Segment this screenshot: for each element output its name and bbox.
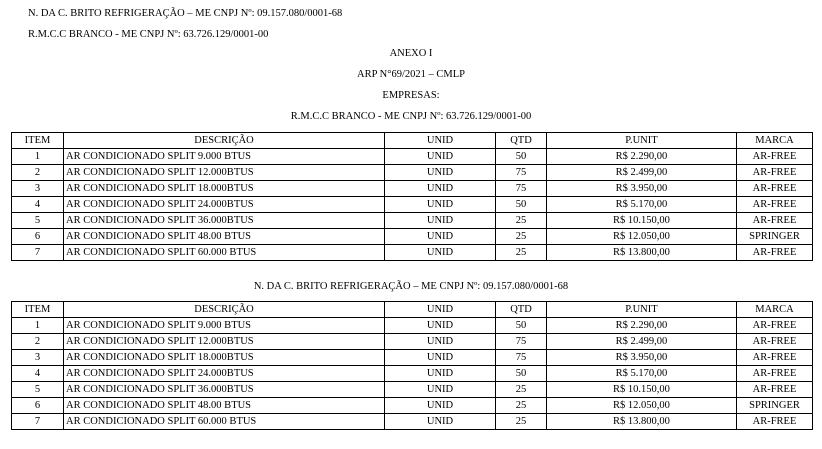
cell-unit-price: R$ 10.150,00 xyxy=(547,213,737,229)
col-header-brand: MARCA xyxy=(737,302,813,318)
cell-item: 5 xyxy=(12,213,64,229)
cell-qty: 75 xyxy=(496,181,547,197)
cell-unit-price: R$ 3.950,00 xyxy=(547,350,737,366)
table-row xyxy=(12,213,813,229)
cell-brand: AR-FREE xyxy=(737,382,813,398)
cell-item: 2 xyxy=(12,165,64,181)
cell-unit: UNID xyxy=(385,245,496,261)
table-row xyxy=(12,149,813,165)
cell-item: 5 xyxy=(12,382,64,398)
cell-qty: 75 xyxy=(496,165,547,181)
table-row xyxy=(12,334,813,350)
cell-qty: 75 xyxy=(496,334,547,350)
cell-item: 6 xyxy=(12,398,64,414)
cell-item: 3 xyxy=(12,181,64,197)
table-header-row xyxy=(12,302,813,318)
cell-brand: AR-FREE xyxy=(737,318,813,334)
cell-item: 7 xyxy=(12,245,64,261)
table-row xyxy=(12,398,813,414)
cell-item: 1 xyxy=(12,318,64,334)
col-header-description: DESCRIÇÃO xyxy=(64,302,385,318)
cell-description: AR CONDICIONADO SPLIT 18.000BTUS xyxy=(64,181,385,197)
table-row xyxy=(12,350,813,366)
cell-description: AR CONDICIONADO SPLIT 36.000BTUS xyxy=(64,382,385,398)
col-header-qty: QTD xyxy=(496,133,547,149)
cell-unit-price: R$ 2.290,00 xyxy=(547,318,737,334)
cell-unit: UNID xyxy=(385,197,496,213)
companies-label: EMPRESAS: xyxy=(382,90,440,101)
col-header-item: ITEM xyxy=(12,133,64,149)
cell-brand: AR-FREE xyxy=(737,181,813,197)
cell-unit: UNID xyxy=(385,165,496,181)
cell-item: 1 xyxy=(12,149,64,165)
cell-unit-price: R$ 5.170,00 xyxy=(547,366,737,382)
cell-description: AR CONDICIONADO SPLIT 24.000BTUS xyxy=(64,197,385,213)
col-header-unit: UNID xyxy=(385,302,496,318)
cell-brand: AR-FREE xyxy=(737,350,813,366)
cell-description: AR CONDICIONADO SPLIT 36.000BTUS xyxy=(64,213,385,229)
cell-brand: AR-FREE xyxy=(737,197,813,213)
company-header-1: N. DA C. BRITO REFRIGERAÇÃO – ME CNPJ Nº: 09.157.080/0001-68 xyxy=(28,8,343,19)
table-row xyxy=(12,382,813,398)
cell-brand: AR-FREE xyxy=(737,366,813,382)
cell-unit: UNID xyxy=(385,181,496,197)
cell-unit: UNID xyxy=(385,318,496,334)
company-header-2: R.M.C.C BRANCO - ME CNPJ Nº: 63.726.129/0001-00 xyxy=(28,29,269,40)
cell-unit-price: R$ 13.800,00 xyxy=(547,245,737,261)
cell-description: AR CONDICIONADO SPLIT 18.000BTUS xyxy=(64,350,385,366)
cell-brand: AR-FREE xyxy=(737,149,813,165)
cell-qty: 25 xyxy=(496,245,547,261)
table-header-row xyxy=(12,133,813,149)
col-header-brand: MARCA xyxy=(737,133,813,149)
price-table-1 xyxy=(11,132,813,261)
cell-qty: 50 xyxy=(496,149,547,165)
table-row xyxy=(12,414,813,430)
price-table-2 xyxy=(11,301,813,430)
section-title-2: N. DA C. BRITO REFRIGERAÇÃO – ME CNPJ Nº: 09.157.080/0001-68 xyxy=(253,281,569,292)
cell-unit: UNID xyxy=(385,149,496,165)
cell-description: AR CONDICIONADO SPLIT 48.00 BTUS xyxy=(64,398,385,414)
table-row xyxy=(12,165,813,181)
cell-qty: 75 xyxy=(496,350,547,366)
table-row xyxy=(12,197,813,213)
cell-qty: 50 xyxy=(496,366,547,382)
col-header-description: DESCRIÇÃO xyxy=(64,133,385,149)
cell-unit: UNID xyxy=(385,398,496,414)
section-title-1: R.M.C.C BRANCO - ME CNPJ Nº: 63.726.129/0001-00 xyxy=(290,111,532,122)
cell-unit: UNID xyxy=(385,366,496,382)
cell-unit-price: R$ 13.800,00 xyxy=(547,414,737,430)
cell-qty: 50 xyxy=(496,318,547,334)
cell-description: AR CONDICIONADO SPLIT 60.000 BTUS xyxy=(64,414,385,430)
cell-item: 4 xyxy=(12,197,64,213)
annex-title: ANEXO I xyxy=(389,48,433,59)
cell-item: 7 xyxy=(12,414,64,430)
cell-item: 4 xyxy=(12,366,64,382)
cell-unit: UNID xyxy=(385,350,496,366)
col-header-qty: QTD xyxy=(496,302,547,318)
cell-brand: AR-FREE xyxy=(737,213,813,229)
col-header-item: ITEM xyxy=(12,302,64,318)
cell-item: 3 xyxy=(12,350,64,366)
cell-unit-price: R$ 3.950,00 xyxy=(547,181,737,197)
cell-brand: SPRINGER xyxy=(737,229,813,245)
cell-unit-price: R$ 2.499,00 xyxy=(547,165,737,181)
cell-qty: 25 xyxy=(496,398,547,414)
cell-brand: AR-FREE xyxy=(737,165,813,181)
col-header-unit-price: P.UNIT xyxy=(547,302,737,318)
cell-brand: SPRINGER xyxy=(737,398,813,414)
table-row xyxy=(12,318,813,334)
cell-unit: UNID xyxy=(385,382,496,398)
cell-description: AR CONDICIONADO SPLIT 60.000 BTUS xyxy=(64,245,385,261)
cell-unit: UNID xyxy=(385,334,496,350)
table-row xyxy=(12,229,813,245)
cell-qty: 25 xyxy=(496,229,547,245)
cell-unit-price: R$ 5.170,00 xyxy=(547,197,737,213)
cell-unit-price: R$ 10.150,00 xyxy=(547,382,737,398)
cell-unit: UNID xyxy=(385,213,496,229)
table-row xyxy=(12,245,813,261)
col-header-unit: UNID xyxy=(385,133,496,149)
cell-qty: 25 xyxy=(496,213,547,229)
cell-description: AR CONDICIONADO SPLIT 12.000BTUS xyxy=(64,165,385,181)
cell-brand: AR-FREE xyxy=(737,334,813,350)
cell-unit-price: R$ 2.290,00 xyxy=(547,149,737,165)
cell-item: 6 xyxy=(12,229,64,245)
cell-qty: 50 xyxy=(496,197,547,213)
cell-description: AR CONDICIONADO SPLIT 9.000 BTUS xyxy=(64,318,385,334)
cell-item: 2 xyxy=(12,334,64,350)
cell-unit-price: R$ 12.050,00 xyxy=(547,229,737,245)
table-row xyxy=(12,366,813,382)
cell-unit-price: R$ 2.499,00 xyxy=(547,334,737,350)
col-header-unit-price: P.UNIT xyxy=(547,133,737,149)
cell-description: AR CONDICIONADO SPLIT 24.000BTUS xyxy=(64,366,385,382)
cell-brand: AR-FREE xyxy=(737,245,813,261)
cell-description: AR CONDICIONADO SPLIT 9.000 BTUS xyxy=(64,149,385,165)
cell-description: AR CONDICIONADO SPLIT 48.00 BTUS xyxy=(64,229,385,245)
cell-description: AR CONDICIONADO SPLIT 12.000BTUS xyxy=(64,334,385,350)
cell-qty: 25 xyxy=(496,382,547,398)
cell-brand: AR-FREE xyxy=(737,414,813,430)
cell-unit-price: R$ 12.050,00 xyxy=(547,398,737,414)
table-row xyxy=(12,181,813,197)
arp-number: ARP N°69/2021 – CMLP xyxy=(357,69,465,80)
cell-qty: 25 xyxy=(496,414,547,430)
cell-unit: UNID xyxy=(385,414,496,430)
cell-unit: UNID xyxy=(385,229,496,245)
